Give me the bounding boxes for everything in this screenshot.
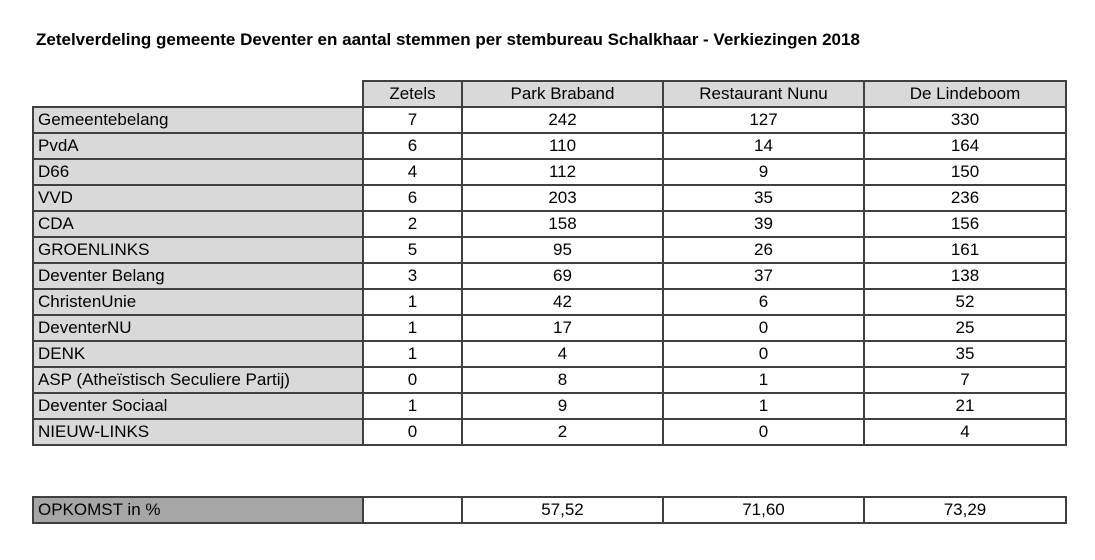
restaurant-nunu-cell: 9 [663,159,864,185]
turnout-restaurant-nunu: 71,60 [663,497,864,523]
turnout-park-braband: 57,52 [462,497,663,523]
table-row [33,341,1066,367]
restaurant-nunu-cell: 6 [663,289,864,315]
zetels-cell: 0 [363,367,462,393]
party-name-cell: GROENLINKS [33,237,363,263]
park-braband-cell: 17 [462,315,663,341]
park-braband-cell: 4 [462,341,663,367]
restaurant-nunu-cell: 39 [663,211,864,237]
park-braband-cell: 95 [462,237,663,263]
de-lindeboom-cell: 7 [864,367,1066,393]
restaurant-nunu-cell: 14 [663,133,864,159]
table-row [33,289,1066,315]
de-lindeboom-cell: 52 [864,289,1066,315]
table-row [33,367,1066,393]
table-row [33,315,1066,341]
party-name-cell: ChristenUnie [33,289,363,315]
header-zetels: Zetels [363,81,462,107]
de-lindeboom-cell: 25 [864,315,1066,341]
park-braband-cell: 112 [462,159,663,185]
zetels-cell: 2 [363,211,462,237]
park-braband-cell: 2 [462,419,663,445]
zetels-cell: 7 [363,107,462,133]
de-lindeboom-cell: 21 [864,393,1066,419]
party-name-cell: DeventerNU [33,315,363,341]
party-name-cell: PvdA [33,133,363,159]
party-name-cell: D66 [33,159,363,185]
zetels-cell: 1 [363,341,462,367]
park-braband-cell: 9 [462,393,663,419]
de-lindeboom-cell: 150 [864,159,1066,185]
de-lindeboom-cell: 35 [864,341,1066,367]
table-row [33,185,1066,211]
restaurant-nunu-cell: 0 [663,341,864,367]
party-name-cell: Deventer Belang [33,263,363,289]
zetels-cell: 5 [363,237,462,263]
restaurant-nunu-cell: 35 [663,185,864,211]
zetels-cell: 3 [363,263,462,289]
party-name-cell: NIEUW-LINKS [33,419,363,445]
table-row [33,133,1066,159]
turnout-zetels [363,497,462,523]
table-row [33,263,1066,289]
restaurant-nunu-cell: 1 [663,367,864,393]
header-de-lindeboom: De Lindeboom [864,81,1066,107]
party-name-cell: VVD [33,185,363,211]
table-row [33,419,1066,445]
restaurant-nunu-cell: 26 [663,237,864,263]
park-braband-cell: 203 [462,185,663,211]
turnout-row [33,497,1066,523]
party-name-cell: Gemeentebelang [33,107,363,133]
turnout-de-lindeboom: 73,29 [864,497,1066,523]
turnout-table [32,496,1067,524]
park-braband-cell: 158 [462,211,663,237]
zetels-cell: 0 [363,419,462,445]
de-lindeboom-cell: 164 [864,133,1066,159]
restaurant-nunu-cell: 1 [663,393,864,419]
zetels-cell: 1 [363,289,462,315]
park-braband-cell: 42 [462,289,663,315]
zetels-cell: 4 [363,159,462,185]
restaurant-nunu-cell: 0 [663,419,864,445]
party-name-cell: Deventer Sociaal [33,393,363,419]
party-name-cell: DENK [33,341,363,367]
restaurant-nunu-cell: 0 [663,315,864,341]
header-blank-cell [33,81,363,107]
park-braband-cell: 242 [462,107,663,133]
park-braband-cell: 8 [462,367,663,393]
table-row [33,393,1066,419]
zetels-cell: 1 [363,315,462,341]
header-row [33,81,1066,107]
de-lindeboom-cell: 138 [864,263,1066,289]
table-row [33,211,1066,237]
party-name-cell: CDA [33,211,363,237]
table-row [33,107,1066,133]
restaurant-nunu-cell: 37 [663,263,864,289]
zetels-cell: 1 [363,393,462,419]
de-lindeboom-cell: 161 [864,237,1066,263]
header-restaurant-nunu: Restaurant Nunu [663,81,864,107]
header-park-braband: Park Braband [462,81,663,107]
party-name-cell: ASP (Atheïstisch Seculiere Partij) [33,367,363,393]
de-lindeboom-cell: 236 [864,185,1066,211]
zetels-cell: 6 [363,185,462,211]
turnout-label: OPKOMST in % [33,497,363,523]
results-table [32,80,1067,446]
park-braband-cell: 110 [462,133,663,159]
de-lindeboom-cell: 330 [864,107,1066,133]
restaurant-nunu-cell: 127 [663,107,864,133]
table-row [33,159,1066,185]
park-braband-cell: 69 [462,263,663,289]
de-lindeboom-cell: 4 [864,419,1066,445]
zetels-cell: 6 [363,133,462,159]
de-lindeboom-cell: 156 [864,211,1066,237]
page-title: Zetelverdeling gemeente Deventer en aantal stemmen per stembureau Schalkhaar - Verkiezingen 2018 [36,30,860,49]
table-row [33,237,1066,263]
